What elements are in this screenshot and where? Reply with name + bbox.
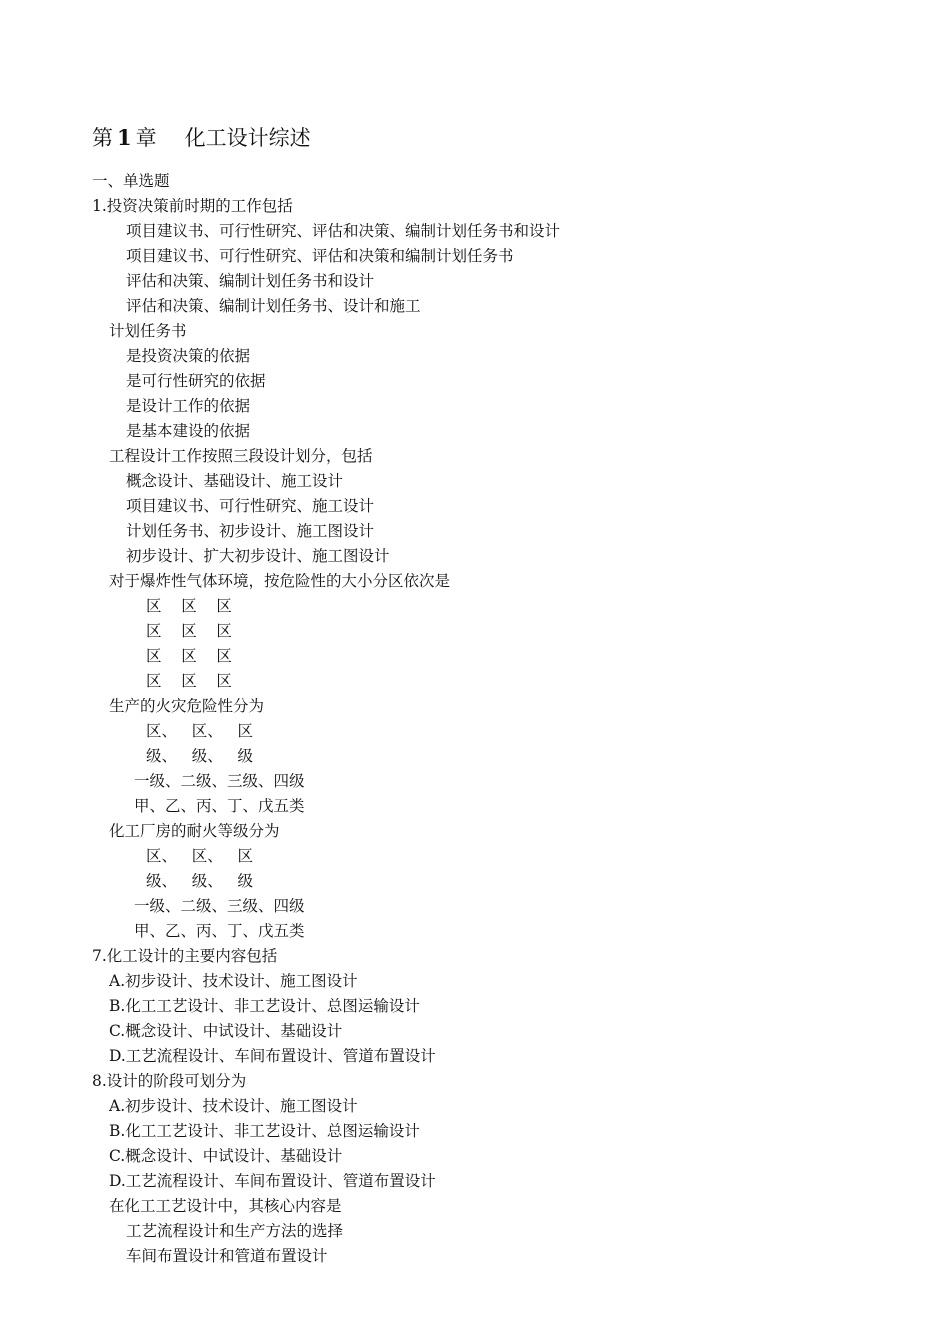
option-text: 甲、乙、丙、丁、戊五类 [134, 922, 305, 940]
question-text: 7.化工设计的主要内容包括 [92, 947, 278, 965]
option-text: 区 区 区 [146, 622, 232, 640]
option-text: 一级、二级、三级、四级 [134, 897, 305, 915]
option-text: 区、 区、 区 [146, 847, 254, 865]
question-text: 对于爆炸性气体环境，按危险性的大小分区依次是 [109, 572, 451, 590]
option-text: 计划任务书、初步设计、施工图设计 [126, 522, 375, 540]
option-text: 初步设计、扩大初步设计、施工图设计 [126, 547, 390, 565]
option-text: 项目建议书、可行性研究、施工设计 [126, 497, 375, 515]
option-text: 是投资决策的依据 [126, 347, 251, 365]
option-text: B.化工工艺设计、非工艺设计、总图运输设计 [109, 997, 420, 1015]
option-text: 区 区 区 [146, 597, 232, 615]
option-text: 区 区 区 [146, 647, 232, 665]
option-text: D.工艺流程设计、车间布置设计、管道布置设计 [109, 1047, 436, 1065]
question-text: 工程设计工作按照三段设计划分，包括 [109, 447, 373, 465]
section-heading: 一、单选题 [92, 172, 170, 190]
option-text: A.初步设计、技术设计、施工图设计 [109, 1097, 358, 1115]
option-text: 评估和决策、编制计划任务书和设计 [126, 272, 375, 290]
option-text: 甲、乙、丙、丁、戊五类 [134, 797, 305, 815]
question-text: 生产的火灾危险性分为 [109, 697, 265, 715]
chapter-name: 化工设计综述 [184, 126, 311, 150]
option-text: 一级、二级、三级、四级 [134, 772, 305, 790]
option-text: C.概念设计、中试设计、基础设计 [109, 1022, 343, 1040]
option-text: 项目建议书、可行性研究、评估和决策、编制计划任务书和设计 [126, 222, 561, 240]
question-text: 8.设计的阶段可划分为 [92, 1072, 247, 1090]
chapter-number: 1 [117, 125, 132, 150]
chapter-suffix: 章 [135, 126, 157, 150]
option-text: 是设计工作的依据 [126, 397, 251, 415]
option-text: 工艺流程设计和生产方法的选择 [126, 1222, 344, 1240]
option-text: 区、 区、 区 [146, 722, 254, 740]
option-text: 概念设计、基础设计、施工设计 [126, 472, 344, 490]
option-text: 区 区 区 [146, 672, 232, 690]
question-text: 计划任务书 [109, 322, 187, 340]
question-text: 化工厂房的耐火等级分为 [109, 822, 280, 840]
option-text: D.工艺流程设计、车间布置设计、管道布置设计 [109, 1172, 436, 1190]
chapter-title [92, 124, 311, 152]
option-text: C.概念设计、中试设计、基础设计 [109, 1147, 343, 1165]
question-text: 在化工工艺设计中，其核心内容是 [109, 1197, 342, 1215]
option-text: 级、 级、 级 [146, 872, 254, 890]
option-text: 评估和决策、编制计划任务书、设计和施工 [126, 297, 421, 315]
option-text: B.化工工艺设计、非工艺设计、总图运输设计 [109, 1122, 420, 1140]
option-text: 级、 级、 级 [146, 747, 254, 765]
option-text: 是基本建设的依据 [126, 422, 251, 440]
question-text: 1.投资决策前时期的工作包括 [92, 197, 293, 215]
option-text: A.初步设计、技术设计、施工图设计 [109, 972, 358, 990]
option-text: 项目建议书、可行性研究、评估和决策和编制计划任务书 [126, 247, 514, 265]
chapter-prefix: 第 [92, 126, 113, 150]
option-text: 是可行性研究的依据 [126, 372, 266, 390]
option-text: 车间布置设计和管道布置设计 [126, 1247, 328, 1265]
